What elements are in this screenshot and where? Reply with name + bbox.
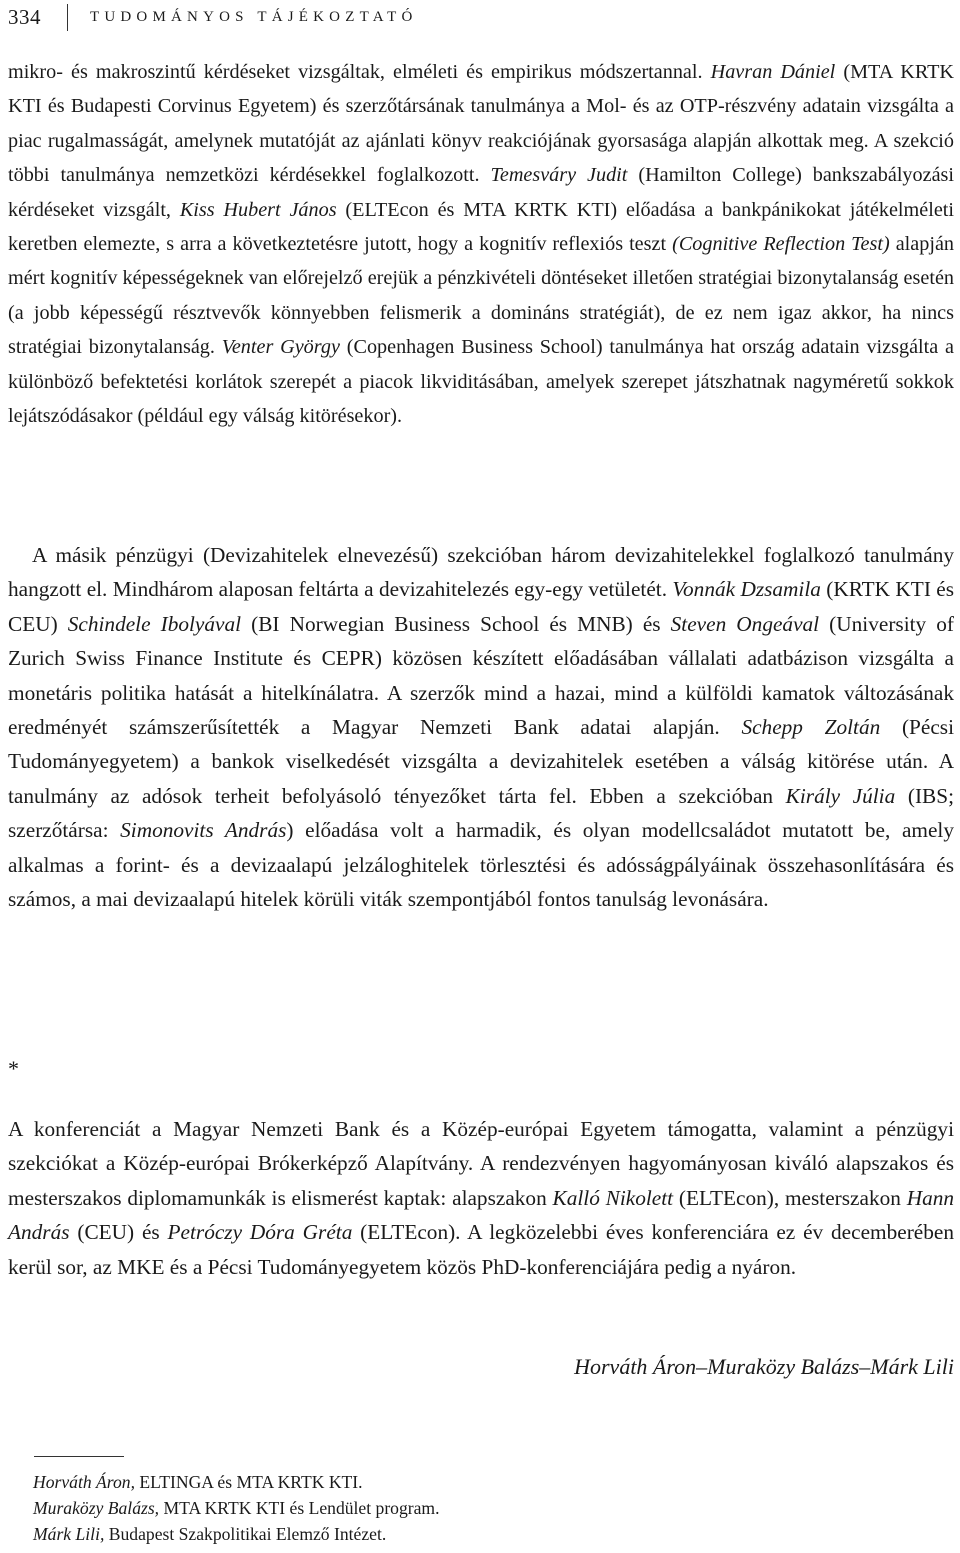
- author-name: Temesváry Judit: [490, 164, 628, 187]
- footnote-item: [33, 1495, 440, 1521]
- footnote-author: Horváth Áron,: [33, 1472, 135, 1492]
- footnotes: [33, 1469, 440, 1547]
- text-run: (ELTEcon). A legközelebbi éves konferenciára ez év decemberében kerül sor, az MKE és a Pécsi Tudományegyetem közös PhD-konferenciájára pedig a nyáron.: [8, 1220, 954, 1279]
- author-name: Kalló Nikolett: [552, 1185, 674, 1210]
- section-separator-asterisk: *: [8, 1056, 19, 1081]
- author-name: Kiss Hubert János: [179, 198, 337, 221]
- header-divider: [67, 4, 68, 31]
- text-run: (Pécsi Tudományegyetem) a bankok viselkedését vizsgálta a devizahitelek esetében a válság kitörése után. A tanulmány az adósok terheit befolyásoló tényezőket tárta fel. Ebben a szekcióban: [8, 715, 954, 808]
- text-run: (MTA KRTK KTI és Budapesti Corvinus Egyetem) és szerzőtársának tanulmánya a Mol- és az OTP-részvény adatain vizsgálta a piac rugalmasságát, amelynek mutatóját az ajánlati könyv reakciójának gyorsasága alapján alkottak meg. A szekció többi tanulmánya nemzetközi kérdésekkel foglalkozott.: [8, 61, 955, 187]
- footnote-affiliation: MTA KRTK KTI és Lendület program.: [159, 1498, 440, 1518]
- body-text-block-2: [8, 538, 954, 916]
- author-name: Steven Ongeával: [670, 611, 820, 636]
- body-text-block-3: [8, 1112, 954, 1284]
- paragraph-sponsors-awards: [8, 1112, 954, 1284]
- footnote-affiliation: Budapest Szakpolitikai Elemző Intézet.: [104, 1524, 387, 1544]
- text-run: A másik pénzügyi (Devizahitelek elnevezésű) szekcióban három devizahitelekkel foglalkozó tanulmány hangzott el. Mindhárom alaposan feltárta a devizahitelezés egy-egy vetületét.: [8, 543, 954, 602]
- author-name: Havran Dániel: [710, 61, 836, 83]
- text-run: alapján mért kognitív képességeknek van előrejelző erejük a pénzkivételi döntéseket illetően stratégiai bizonytalanság esetén (a jobb képességű résztvevők könnyebben felismerik a domináns stratégiát), de ez nem igaz akkor, ha nincs stratégiai bizonytalanság.: [8, 233, 955, 359]
- text-run: ) előadása volt a harmadik, és olyan modellcsaládot mutatott be, amely alkalmas a forint- és a devizaalapú jelzáloghitelek törlesztési és adósságpályáinak összehasonlítására és számos, a mai devizaalapú hitelek körüli viták szempontjából fontos tanulság levonására.: [8, 818, 955, 912]
- footnote-author: Márk Lili,: [33, 1524, 105, 1544]
- page-number: 334: [8, 4, 41, 29]
- text-run: (Copenhagen Business School) tanulmánya hat ország adatain vizsgálta a különböző befektetési korlátok szerepét a piacok likviditásában, amelyek szerepet játszhatnak nagyméretű sokkok lejátszódásakor (például egy válság kitörésekor).: [8, 336, 954, 428]
- term-italic: (Cognitive Reflection Test): [672, 233, 890, 256]
- text-run: (KRTK KTI és CEU): [8, 577, 955, 636]
- author-name: Schindele Ibolyával: [67, 611, 242, 636]
- text-run: (Hamilton College) bankszabályozási kérdéseket vizsgált,: [8, 164, 955, 221]
- footnote-affiliation: ELTINGA és MTA KRTK KTI.: [134, 1472, 363, 1492]
- footnote-divider: [34, 1456, 124, 1457]
- author-name: Vonnák Dzsamila: [672, 577, 821, 602]
- text-run: (IBS; szerzőtársa:: [8, 783, 954, 843]
- author-signature: Horváth Áron–Muraközy Balázs–Márk Lili: [574, 1354, 954, 1379]
- author-name: Petróczy Dóra Gréta: [167, 1220, 353, 1245]
- author-name: Hann András: [8, 1185, 955, 1245]
- author-name: Venter György: [221, 336, 340, 359]
- text-run: (ELTEcon), mesterszakon: [673, 1185, 907, 1210]
- text-run: (University of Zurich Swiss Finance Institute és CEPR) közösen készített előadásában vállalati adatbázison vizsgálta a monetáris politika hatását a hitelkínálatra. A szerzők mind a hazai, mind a külföldi kamatok változásának eredményét számszerűsítették a Magyar Nemzeti Bank adatai alapján.: [8, 611, 954, 740]
- text-run: A konferenciát a Magyar Nemzeti Bank és a Közép-európai Egyetem támogatta, valamint a pénzügyi szekciókat a Közép-európai Brókerképző Alapítvány. A rendezvényen hagyományosan kiváló alapszakos és mesterszakos diplomamunkák is elismerést kaptak: alapszakon: [8, 1117, 954, 1210]
- paragraph-foreign-currency-loans: [8, 538, 954, 916]
- footnote-item: [33, 1469, 440, 1495]
- paragraph-finance-section-1: [8, 55, 954, 433]
- author-name: Schepp Zoltán: [741, 715, 881, 740]
- author-name: Király Júlia: [785, 783, 896, 808]
- page-header: [8, 2, 418, 32]
- text-run: mikro- és makroszintű kérdéseket vizsgáltak, elméleti és empirikus módszertannal.: [8, 61, 711, 83]
- author-name: Simonovits András: [120, 818, 287, 843]
- text-run: (BI Norwegian Business School és MNB) és: [241, 611, 671, 636]
- text-run: (CEU) és: [69, 1220, 168, 1245]
- text-run: (ELTEcon és MTA KRTK KTI) előadása a bankpánikokat játékelméleti keretben elemezte, s arra a következtetésre jutott, hogy a kognitív reflexiós teszt: [8, 198, 954, 256]
- body-text-block-1: [8, 55, 954, 433]
- footnote-author: Muraközy Balázs,: [33, 1498, 160, 1518]
- footnote-item: [33, 1521, 440, 1547]
- running-title: TUDOMÁNYOS TÁJÉKOZTATÓ: [90, 8, 418, 25]
